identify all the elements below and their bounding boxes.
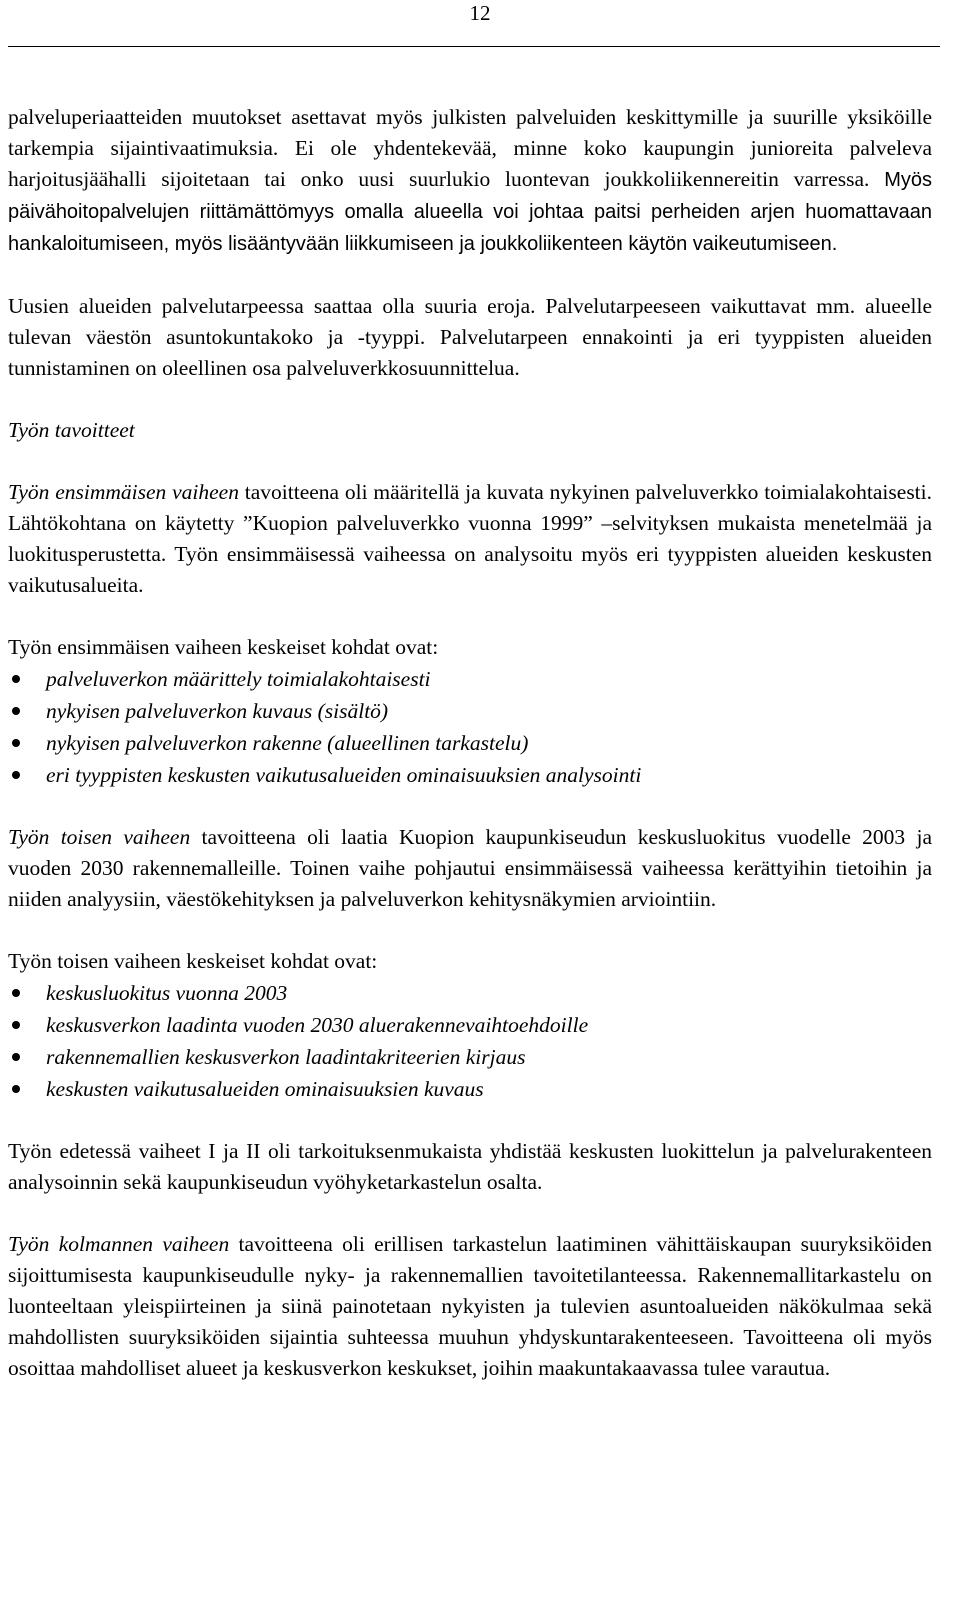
paragraph-service-principles	[8, 102, 932, 260]
paragraph-text: palveluperiaatteiden muutokset asettavat myös julkisten palveluiden keskittymille ja suurille yksiköille tarkempia sijaintivaatimuksia. Ei ole yhdentekevää, minne koko kaupungin junioreita palveleva harjoitusjäähalli sijoitetaan tai onko uusi suurlukio luontevan joukkoliikennereitin varressa.	[8, 105, 932, 191]
bullet-icon	[12, 675, 20, 683]
paragraph-new-areas: Uusien alueiden palvelutarpeessa saattaa olla suuria eroja. Palvelutarpeeseen vaikuttavat mm. alueelle tulevan väestön asuntokuntakoko ja -tyyppi. Palvelutarpeen ennakointi ja eri tyyppisten alueiden tunnistaminen on oleellinen osa palveluverkkosuunnittelua.	[8, 294, 932, 380]
phase-three-emphasis: Työn kolmannen vaiheen	[8, 1232, 230, 1256]
list-item: rakennemallien keskusverkon laadintakriteerien kirjaus	[8, 1041, 932, 1073]
bullet-icon	[12, 989, 20, 997]
bullet-icon	[12, 771, 20, 779]
paragraph-phase-one	[8, 477, 932, 601]
bullet-icon	[12, 1021, 20, 1029]
list-item: nykyisen palveluverkon rakenne (alueellinen tarkastelu)	[8, 727, 932, 759]
paragraph-phases-combined: Työn edetessä vaiheet I ja II oli tarkoituksenmukaista yhdistää keskusten luokittelun ja palvelurakenteen analysoinnin sekä kaupunkiseudun vyöhyketarkastelun osalta.	[8, 1139, 932, 1194]
section-heading-goals: Työn tavoitteet	[8, 418, 135, 442]
bullet-icon	[12, 1053, 20, 1061]
phase-one-list-intro: Työn ensimmäisen vaiheen keskeiset kohdat ovat:	[8, 635, 439, 659]
paragraph-text: tavoitteena oli erillisen tarkastelun laatiminen vähittäiskaupan suuryksiköiden sijoittumisesta kaupunkiseudulle nyky- ja rakennemallien tavoitetilanteessa. Rakennemallitarkastelu on luonteeltaan yleispiirteinen ja siinä painotetaan nykyisten ja tulevien asuntoalueiden näkökulmaa sekä mahdollisten suuryksiköiden sijaintia suhteessa muuhun yhdyskuntarakenteeseen. Tavoitteena oli myös osoittaa mahdolliset alueet ja keskusverkon keskukset, joihin maakuntakaavassa tulee varautua.	[8, 1232, 932, 1380]
paragraph-phase-two	[8, 822, 932, 915]
list-item: palveluverkon määrittely toimialakohtaisesti	[8, 663, 932, 695]
bullet-icon	[12, 707, 20, 715]
phase-one-list	[8, 663, 932, 791]
header-rule	[8, 46, 940, 47]
page-number: 12	[469, 1, 491, 25]
list-item: nykyisen palveluverkon kuvaus (sisältö)	[8, 695, 932, 727]
phase-one-emphasis: Työn ensimmäisen vaiheen	[8, 480, 239, 504]
paragraph-phase-three	[8, 1229, 932, 1384]
paragraph-text: tavoitteena oli määritellä ja kuvata nykyinen palveluverkko toimialakohtaisesti. Lähtökohtana on käytetty ”Kuopion palveluverkko vuonna 1999” –selvityksen mukaista menetelmää ja luokitusperustetta. Työn ensimmäisessä vaiheessa on analysoitu myös eri tyyppisten alueiden keskusten vaikutusalueita.	[8, 480, 933, 597]
phase-two-list-intro: Työn toisen vaiheen keskeiset kohdat ovat:	[8, 949, 378, 973]
bullet-icon	[12, 739, 20, 747]
paragraph-text-sans: Myös päivähoitopalvelujen riittämättömyys omalla alueella voi johtaa paitsi perheiden arjen huomattavaan hankaloitumiseen, myös lisääntyvään liikkumiseen ja joukkoliikenteen käytön vaikeutumiseen.	[8, 169, 932, 255]
paragraph-text: tavoitteena oli laatia Kuopion kaupunkiseudun keskusluokitus vuodelle 2003 ja vuoden 2030 rakennemalleille. Toinen vaihe pohjautui ensimmäisessä vaiheessa kerättyihin tietoihin ja niiden analyysiin, väestökehityksen ja palveluverkon kehitysnäkymien arviointiin.	[8, 825, 932, 911]
list-item: eri tyyppisten keskusten vaikutusalueiden ominaisuuksien analysointi	[8, 759, 932, 791]
phase-two-list	[8, 977, 932, 1105]
list-item: keskusluokitus vuonna 2003	[8, 977, 932, 1009]
bullet-icon	[12, 1085, 20, 1093]
document-body	[8, 102, 932, 1415]
phase-two-emphasis: Työn toisen vaiheen	[8, 825, 191, 849]
list-item: keskusten vaikutusalueiden ominaisuuksien kuvaus	[8, 1073, 932, 1105]
list-item: keskusverkon laadinta vuoden 2030 aluerakennevaihtoehdoille	[8, 1009, 932, 1041]
